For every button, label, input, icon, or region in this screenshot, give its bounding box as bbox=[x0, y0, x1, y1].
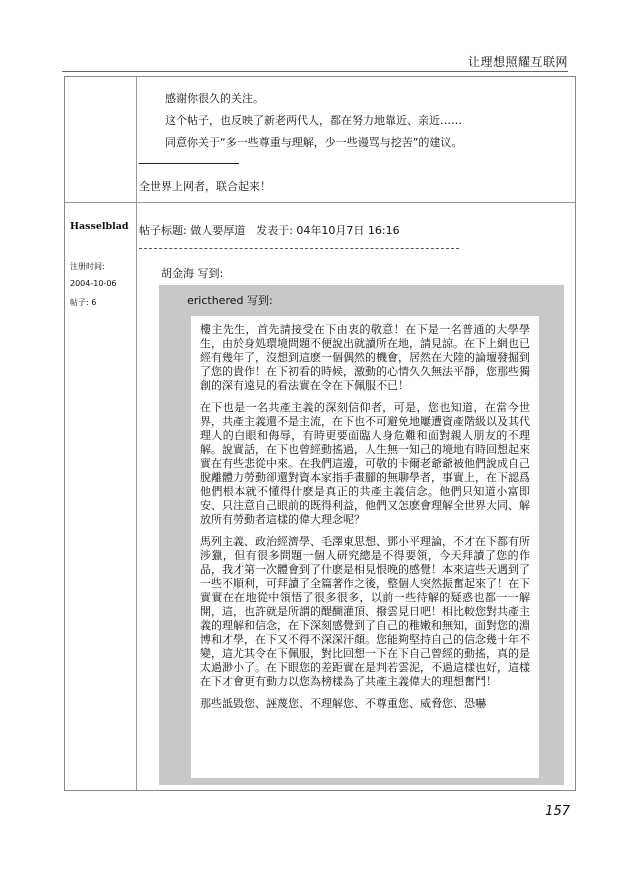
header-title: 让理想照耀互联网 bbox=[467, 55, 568, 69]
reply-line-2: 这个帖子，也反映了新老两代人，都在努力地靠近、亲近…… bbox=[165, 114, 462, 127]
signature: 全世界上网者，联合起来！ bbox=[139, 180, 271, 193]
quote-paragraph-2: 在下也是一名共產主義的深刻信仰者，可是，您也知道，在當今世界，共產主義還不是主流，在下也不可避免地屢遭資產階級以及其代理人的白眼和侮辱，有時更要面臨人身危難和面對親人朋友的不理解。說實話，在下也曾經動搖過，人生無一知己的境地有時回想起來實在有些悲從中來。在我們這邊，可敬的卡爾老爺爺被他們說成自己脫離體力勞動卻還對資本家指手畫腳的無聊學者，事實上，在下認爲他們根本就不懂得什麽是真正的共產主義信念。他們只知道小富即安、只注意自己眼前的既得利益，他們又怎麽會理解全世界大同、解放所有勞動者這樣的偉大理念呢？ bbox=[200, 401, 530, 526]
signature-rule bbox=[139, 163, 239, 164]
quote-author-2: ericthered 写到: bbox=[187, 294, 273, 307]
dashed-separator bbox=[139, 248, 459, 249]
author-name: Hasselblad bbox=[70, 221, 129, 232]
post-header: 帖子标题: 做人要厚道 发表于: 04年10月7日 16:16 bbox=[139, 224, 400, 237]
quote-author-1: 胡金海 写到: bbox=[161, 267, 224, 280]
reply-line-3: 同意你关于“多一些尊重与理解，少一些谩骂与挖苦”的建议。 bbox=[165, 136, 463, 149]
column-divider bbox=[136, 77, 137, 790]
quote-paragraph-4: 那些詆毀您、誣蔑您、不理解您、不尊重您、威脅您、恐嚇 bbox=[200, 697, 486, 710]
reg-label: 注册时间: bbox=[70, 262, 105, 271]
quote-block bbox=[159, 285, 564, 785]
quote-paragraph-3: 馬列主義、政治經濟學、毛澤東思想、鄧小平理論，不才在下都有所涉獵，但有很多問題一個人研究總是不得要領，今天拜讀了您的作品，我才第一次體會到了什麽是相見恨晚的感覺！本來這些天遇到了一些不順利，可拜讀了全篇著作之後，整個人突然振奮起來了！在下實實在在地從中領悟了很多很多，以前一些待解的疑惑也都一一解開，這，也許就是所謂的醍醐灌頂、撥雲見日吧！相比較您對共產主義的理解和信念，在下深刻感覺到了自己的稚嫩和無知，面對您的淵博和才學，在下又不得不深深汗顏。您能夠堅持自己的信念幾十年不變，這尤其令在下佩服，對比回想一下在下自己曾經的動搖，真的是太過渺小了。在下眼您的差距實在是判若雲泥，不過這樣也好，這樣在下才會更有動力以您為榜樣為了共產主義偉大的理想奮鬥！ bbox=[200, 535, 530, 688]
forum-table bbox=[64, 76, 576, 791]
post-count: 帖子: 6 bbox=[70, 298, 97, 307]
page-number: 157 bbox=[545, 804, 570, 819]
reg-date: 2004-10-06 bbox=[70, 279, 117, 288]
quote-body bbox=[191, 316, 539, 778]
quote-paragraph-1: 樓主先生，首先請接受在下由衷的敬意！在下是一名普通的大學學生，由於身処環境問題不便說出就讀所在地，請見諒。在下上網也已經有幾年了，沒想到這麽一個偶然的機會，居然在大陸的論壇發掘到了您的貴作！在下初看的時候，激動的心情久久無法平靜，您那些獨創的深有遠見的看法實在令在下佩服不已！ bbox=[200, 323, 530, 392]
reply-line-1: 感谢你很久的关注。 bbox=[165, 92, 264, 105]
header-rule bbox=[62, 71, 568, 72]
row-divider bbox=[65, 202, 575, 203]
